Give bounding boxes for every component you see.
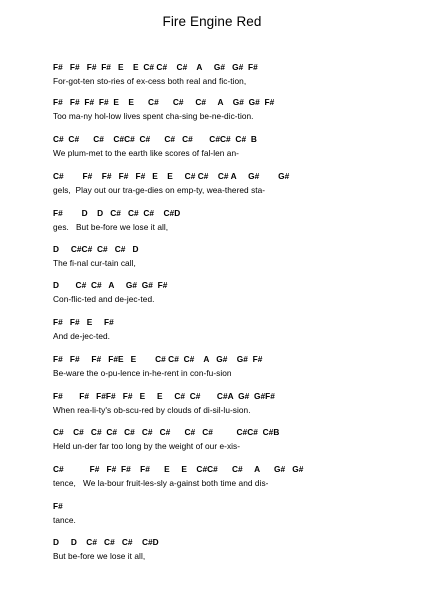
stanza bbox=[53, 134, 413, 160]
chord-line: C# F# F# F# F# E E C#C# C# A G# G# bbox=[53, 464, 304, 474]
stanza bbox=[53, 391, 413, 417]
chord-line: D C# C# A G# G# F# bbox=[53, 280, 168, 290]
lyric-line: But be-fore we lose it all, bbox=[53, 551, 146, 561]
lyric-line: Too ma-ny hol-low lives spent cha-sing be-ne-dic-tion. bbox=[53, 111, 254, 121]
lyric-line: ges. But be-fore we lose it all, bbox=[53, 222, 169, 232]
lyric-line: The fi-nal cur-tain call, bbox=[53, 258, 136, 268]
stanza bbox=[53, 464, 413, 490]
lyric-line: tence, We la-bour fruit-les-sly a-gainst both time and dis- bbox=[53, 478, 269, 488]
chord-line: D C#C# C# C# D bbox=[53, 244, 139, 254]
stanza bbox=[53, 244, 413, 270]
stanza bbox=[53, 97, 413, 123]
stanza bbox=[53, 62, 413, 88]
chord-line: F# F# F# F#E E C# C# C# A G# G# F# bbox=[53, 354, 263, 364]
stanza bbox=[53, 354, 413, 380]
song-title: Fire Engine Red bbox=[162, 14, 262, 29]
chord-line: C# F# F# F# F# E E C# C# C# A G# G# bbox=[53, 171, 290, 181]
stanza bbox=[53, 501, 413, 527]
stanza bbox=[53, 317, 413, 343]
chord-line: C# C# C# C# C# C# C# C# C# C#C# C#B bbox=[53, 427, 280, 437]
stanza bbox=[53, 208, 413, 234]
lyric-line: Held un-der far too long by the weight of our e-xis- bbox=[53, 441, 241, 451]
lyric-line: When rea-li-ty's ob-scu-red by clouds of di-sil-lu-sion. bbox=[53, 405, 251, 415]
chord-line: F# F# E F# bbox=[53, 317, 114, 327]
chord-line: F# F# F# F# E E C# C# C# A G# G# F# bbox=[53, 62, 258, 72]
lyric-line: tance. bbox=[53, 515, 76, 525]
lyric-line: And de-jec-ted. bbox=[53, 331, 111, 341]
chord-line: C# C# C# C#C# C# C# C# C#C# C# B bbox=[53, 134, 257, 144]
lyric-line: gels, Play out our tra-ge-dies on emp-ty, wea-thered sta- bbox=[53, 185, 266, 195]
lyric-line: For-got-ten sto-ries of ex-cess both real and fic-tion, bbox=[53, 76, 247, 86]
chord-line: D D C# C# C# C#D bbox=[53, 537, 159, 547]
stanza bbox=[53, 537, 413, 563]
chord-line: F# F# F#F# F# E E C# C# C#A G# G#F# bbox=[53, 391, 275, 401]
stanza bbox=[53, 427, 413, 453]
stanza bbox=[53, 280, 413, 306]
lyric-line: We plum-met to the earth like scores of fal-len an- bbox=[53, 148, 239, 158]
stanza bbox=[53, 171, 413, 197]
chord-line: F# D D C# C# C# C#D bbox=[53, 208, 181, 218]
chord-line: F# bbox=[53, 501, 63, 511]
chord-line: F# F# F# F# E E C# C# C# A G# G# F# bbox=[53, 97, 275, 107]
lyric-line: Con-flic-ted and de-jec-ted. bbox=[53, 294, 155, 304]
lyric-line: Be-ware the o-pu-lence in-he-rent in con-fu-sion bbox=[53, 368, 232, 378]
